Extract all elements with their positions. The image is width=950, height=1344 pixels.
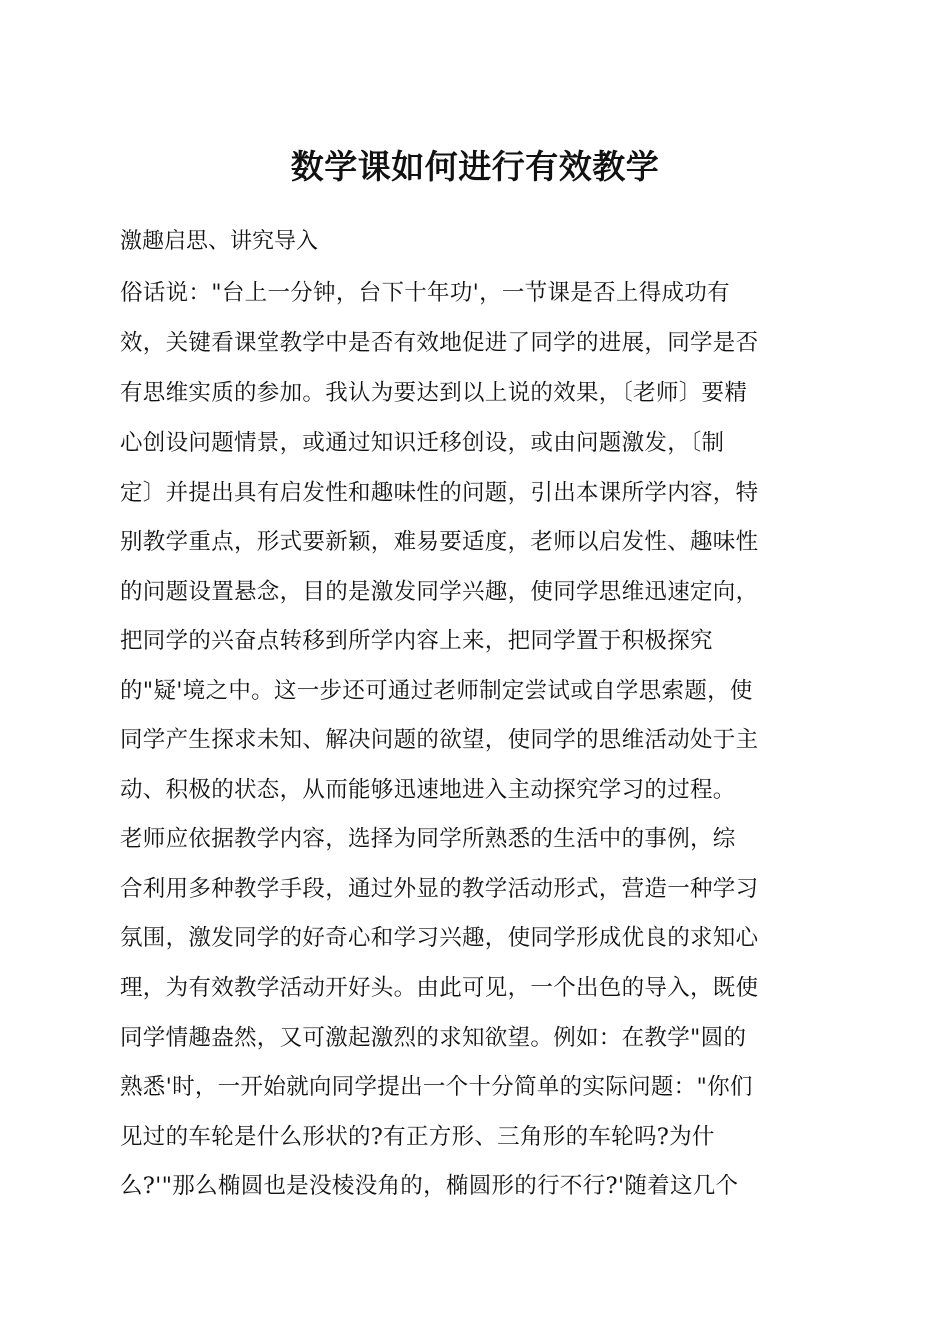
text-line: 熟悉'时，一开始就向同学提出一个十分简单的实际问题："你们 [120,1074,753,1100]
text-line: 别教学重点，形式要新颖，难易要适度，老师以启发性、趣味性 [120,529,759,555]
text-line: 心创设问题情景，或通过知识迁移创设，或由问题激发，〔制 [120,430,725,456]
text-line: 同学产生探求未知、解决问题的欲望，使同学的思维活动处于主 [120,727,759,753]
text-line: 见过的车轮是什么形状的?有正方形、三角形的车轮吗?为什 [120,1124,715,1150]
text-line: 有思维实质的参加。我认为要达到以上说的效果，〔老师〕要精 [120,380,748,406]
text-line: 同学情趣盎然，又可激起激烈的求知欲望。例如：在教学"圆的 [120,1025,747,1051]
text-line: 效，关键看课堂教学中是否有效地促进了同学的进展，同学是否 [120,330,759,356]
section-heading: 激趣启思、讲究导入 [120,229,319,254]
document-title: 数学课如何进行有效教学 [290,147,660,186]
text-line: 的"疑'境之中。这一步还可通过老师制定尝试或自学思索题，使 [120,678,753,704]
text-line: 么?'"那么椭圆也是没棱没角的，椭圆形的行不行?'随着这几个 [120,1173,739,1199]
text-line: 氛围，激发同学的好奇心和学习兴趣，使同学形成优良的求知心 [120,925,759,951]
text-line: 俗话说："台上一分钟，台下十年功'，一节课是否上得成功有 [120,280,730,306]
text-line: 动、积极的状态，从而能够迅速地进入主动探究学习的过程。 [120,777,736,803]
text-line: 理，为有效教学活动开好头。由此可见，一个出色的导入，既使 [120,975,759,1001]
text-line: 把同学的兴奋点转移到所学内容上来，把同学置于积极探究 [120,628,713,654]
text-line: 合利用多种教学手段，通过外显的教学活动形式，营造一种学习 [120,876,759,902]
text-line: 老师应依据教学内容，选择为同学所熟悉的生活中的事例，综 [120,826,736,852]
text-line: 的问题设置悬念，目的是激发同学兴趣，使同学思维迅速定向， [120,579,759,605]
text-line: 定〕并提出具有启发性和趣味性的问题，引出本课所学内容，特 [120,480,759,506]
